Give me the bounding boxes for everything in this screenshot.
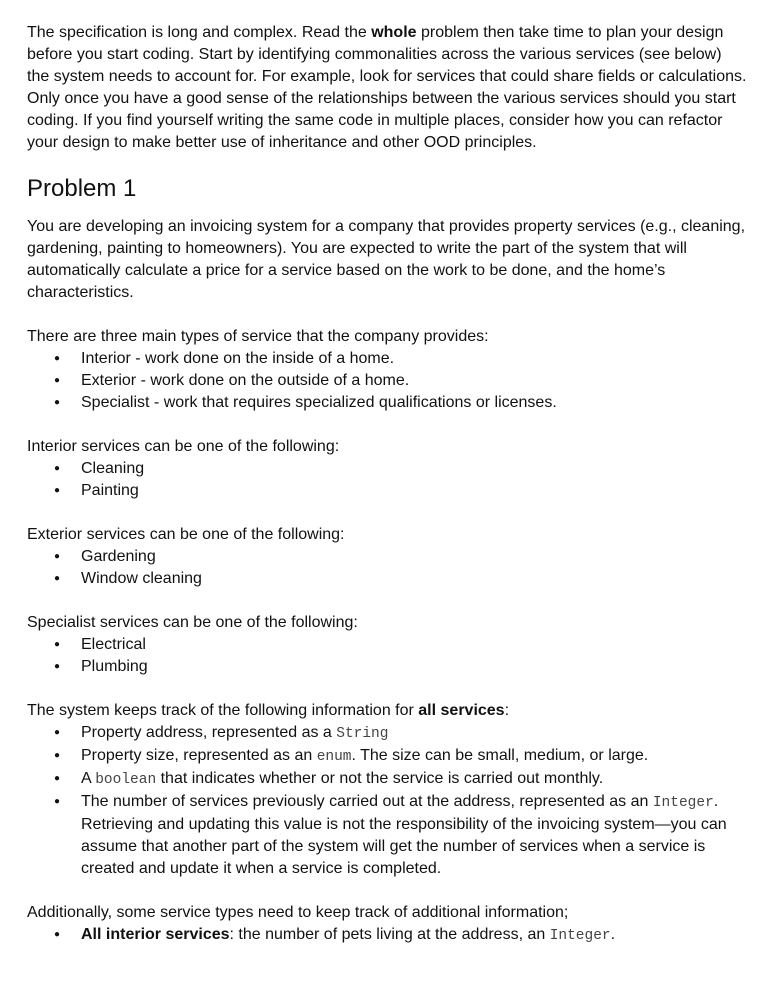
code-enum: enum xyxy=(316,749,352,765)
main-types-list xyxy=(27,348,747,414)
code-string: String xyxy=(336,726,389,742)
main-types-lead: There are three main types of service that the company provides: xyxy=(27,328,489,345)
list-item: ● Property address, represented as a String xyxy=(27,722,747,745)
code-integer: Integer xyxy=(549,928,611,944)
list-item: ● The number of services previously carried out at the address, represented as an Integer. Retrieving and updating this value is not the responsibility of the invoicing system—you can assume that another part of the system will get the number of services when a service is created and update it when a service is completed. xyxy=(27,791,747,880)
list-item: ● Electrical xyxy=(27,634,747,656)
code-boolean: boolean xyxy=(95,772,157,788)
intro-paragraph: The specification is long and complex. Read the whole problem then take time to plan your design before you start coding. Start by identifying commonalities across the various services (see below) the system needs to account for. For example, look for services that could share fields or calculations. Only once you have a good sense of the relationships between the various services should you start coding. If you find yourself writing the same code in multiple places, consider how you can refactor your design to make better use of inheritance and other OOD principles. xyxy=(27,24,747,151)
problem-description: You are developing an invoicing system for a company that provides property services (e.g., cleaning, gardening, painting to homeowners). You are expected to write the part of the system that will automatically calculate a price for a service based on the work to be done, and the home’s characteristics. xyxy=(27,218,746,301)
list-item: ● Property size, represented as an enum. The size can be small, medium, or large. xyxy=(27,745,747,768)
list-item: ● Gardening xyxy=(27,546,747,568)
exterior-lead: Exterior services can be one of the following: xyxy=(27,526,345,543)
code-integer: Integer xyxy=(652,795,714,811)
tracking-lead: The system keeps track of the following information for all services: xyxy=(27,702,510,719)
list-item: ● Interior - work done on the inside of a home. xyxy=(27,348,747,370)
interior-lead: Interior services can be one of the following: xyxy=(27,438,340,455)
specialist-list xyxy=(27,634,747,678)
interior-list xyxy=(27,458,747,502)
list-item: ● Painting xyxy=(27,480,747,502)
specialist-lead: Specialist services can be one of the following: xyxy=(27,614,358,631)
list-item: ● Specialist - work that requires specialized qualifications or licenses. xyxy=(27,392,747,414)
list-item: ● All interior services: the number of pets living at the address, an Integer. xyxy=(27,924,747,947)
problem-heading: Problem 1 xyxy=(27,175,137,202)
list-item: ● Plumbing xyxy=(27,656,747,678)
document-page xyxy=(27,22,747,947)
emphasis-whole: whole xyxy=(371,24,417,41)
list-item: ● A boolean that indicates whether or not the service is carried out monthly. xyxy=(27,768,747,791)
tracking-list xyxy=(27,722,747,880)
list-item: ● Window cleaning xyxy=(27,568,747,590)
additional-list xyxy=(27,924,747,947)
exterior-list xyxy=(27,546,747,590)
list-item: ● Exterior - work done on the outside of a home. xyxy=(27,370,747,392)
list-item: ● Cleaning xyxy=(27,458,747,480)
additional-lead: Additionally, some service types need to keep track of additional information; xyxy=(27,904,569,921)
